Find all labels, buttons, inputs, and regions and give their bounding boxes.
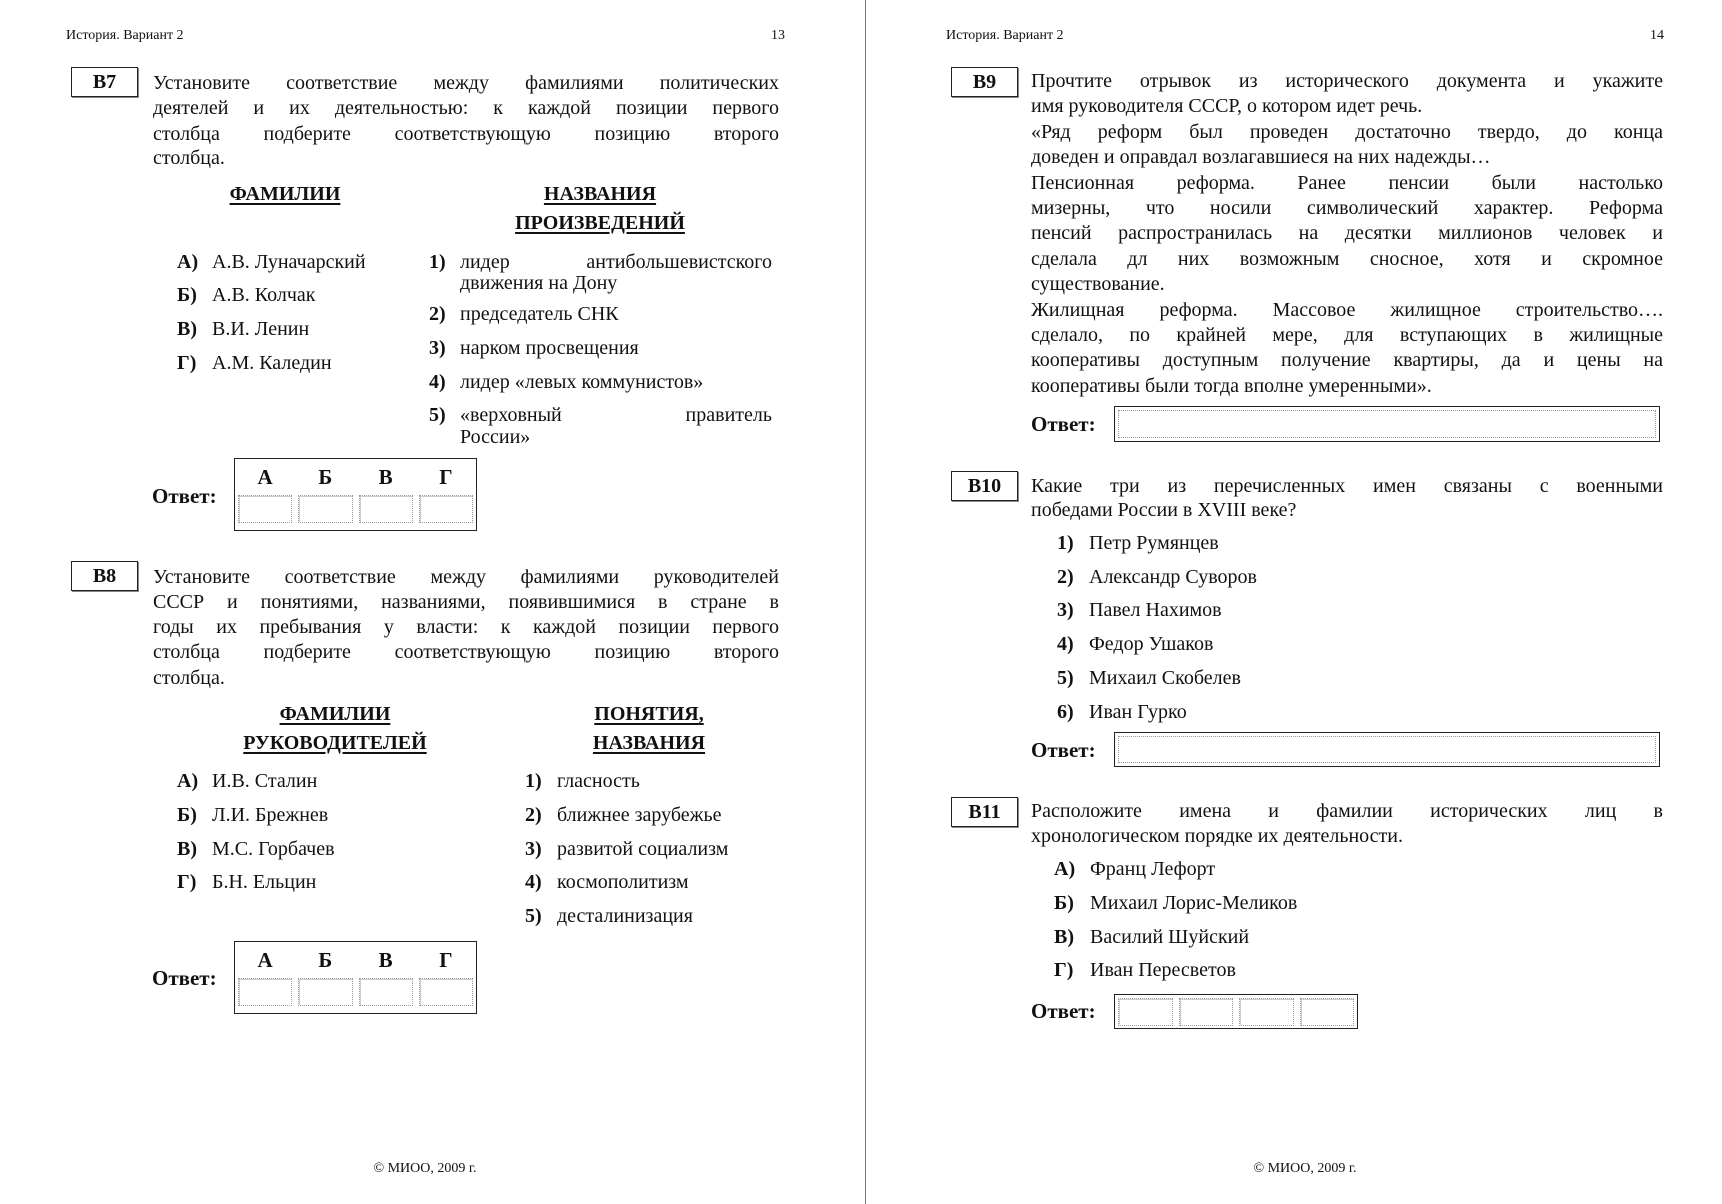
list-key: 5) [429, 404, 446, 426]
question-text-line: Установите соответствие между фамилиями политических [153, 72, 779, 94]
answer-column-header: В [378, 948, 393, 972]
page-footer: © МИОО, 2009 г. [373, 1161, 477, 1176]
answer-input[interactable] [1118, 736, 1656, 763]
answer-cell[interactable] [1300, 998, 1355, 1026]
question-label-b9: B9 [951, 67, 1018, 97]
quote-line: кооперативы доступным получение квартиры, да и цены на [1031, 349, 1663, 371]
answer-label: Ответ: [1031, 412, 1096, 436]
quote-line: существование. [1031, 273, 1165, 295]
answer-cell[interactable] [359, 978, 413, 1006]
list-key: В) [177, 838, 197, 860]
list-item: нарком просвещения [460, 337, 639, 359]
answer-cell[interactable] [419, 978, 473, 1006]
list-key: 4) [525, 871, 542, 893]
page-number: 14 [1650, 28, 1664, 43]
list-key: Г) [1054, 959, 1074, 981]
list-item: А.М. Каледин [212, 352, 332, 374]
list-item: ближнее зарубежье [557, 804, 722, 826]
page-footer: © МИОО, 2009 г. [1253, 1161, 1357, 1176]
list-key: 1) [429, 251, 446, 273]
quote-line: мизерны, что носили символический характер. Реформа [1031, 197, 1663, 219]
column-header-concepts: НАЗВАНИЯ [592, 732, 706, 754]
question-text-line: Расположите имена и фамилии исторических лиц в [1031, 800, 1663, 822]
column-header-concepts: ПОНЯТИЯ, [594, 703, 704, 725]
list-item: Франц Лефорт [1090, 858, 1216, 880]
question-text-line: деятелей и их деятельностью: к каждой позиции первого [153, 97, 779, 119]
question-label-b10: B10 [951, 471, 1018, 501]
answer-table-b7 [234, 458, 477, 531]
answer-label: Ответ: [1031, 999, 1096, 1023]
list-item: лидер антибольшевистского [460, 251, 772, 273]
question-text-line: Какие три из перечисленных имен связаны с военными [1031, 475, 1663, 497]
list-key: Б) [1054, 892, 1074, 914]
quote-line: «Ряд реформ был проведен достаточно твердо, до конца [1031, 121, 1663, 143]
question-text-line: столбца подберите соответствующую позицию второго [153, 123, 779, 145]
answer-column-header: А [257, 948, 273, 972]
question-text-line: столбца. [153, 667, 225, 689]
question-text-line: столбца. [153, 147, 225, 169]
list-key: А) [1054, 858, 1076, 880]
list-item: движения на Дону [460, 272, 618, 294]
list-key: В) [1054, 926, 1074, 948]
list-key: А) [177, 251, 199, 273]
answer-field-b9[interactable] [1114, 406, 1660, 442]
list-item: лидер «левых коммунистов» [460, 371, 704, 393]
answer-column-header: Г [439, 465, 453, 489]
list-key: 2) [429, 303, 446, 325]
list-item: «верховный правитель [460, 404, 772, 426]
list-item: Михаил Скобелев [1089, 667, 1241, 689]
list-item: Павел Нахимов [1089, 599, 1222, 621]
list-item: космополитизм [557, 871, 689, 893]
answer-input[interactable] [1118, 410, 1656, 438]
list-key: 2) [1057, 566, 1074, 588]
list-item: Федор Ушаков [1089, 633, 1214, 655]
question-text-line: хронологическом порядке их деятельности. [1031, 825, 1403, 847]
question-label-b11: B11 [951, 797, 1018, 827]
answer-column-header: Б [318, 465, 333, 489]
answer-cell[interactable] [1179, 998, 1234, 1026]
list-key: 6) [1057, 701, 1074, 723]
list-item: Б.Н. Ельцин [212, 871, 317, 893]
answer-field-b10[interactable] [1114, 732, 1660, 767]
answer-cell[interactable] [1118, 998, 1173, 1026]
answer-table-b8 [234, 941, 477, 1014]
list-item: Иван Гурко [1089, 701, 1187, 723]
list-key: Г) [177, 352, 197, 374]
list-key: 3) [1057, 599, 1074, 621]
list-key: 4) [1057, 633, 1074, 655]
list-item: В.И. Ленин [212, 318, 310, 340]
quote-line: сделала дл них возможным сносное, хотя и скромное [1031, 248, 1663, 270]
question-text-line: имя руководителя СССР, о котором идет речь. [1031, 95, 1423, 117]
question-label-b7: B7 [71, 67, 138, 97]
column-header-works: ПРОИЗВЕДЕНИЙ [515, 212, 685, 234]
list-key: 1) [525, 770, 542, 792]
list-item: десталинизация [557, 905, 693, 927]
answer-label: Ответ: [152, 484, 217, 508]
list-key: 3) [525, 838, 542, 860]
question-text-line: столбца подберите соответствующую позицию второго [153, 641, 779, 663]
list-item: Иван Пересветов [1090, 959, 1236, 981]
list-item: председатель СНК [460, 303, 619, 325]
list-key: 5) [525, 905, 542, 927]
answer-label: Ответ: [1031, 738, 1096, 762]
list-item: России» [460, 426, 531, 448]
list-item: М.С. Горбачев [212, 838, 335, 860]
quote-line: кооперативы были тогда вполне умеренными». [1031, 375, 1432, 397]
list-key: 5) [1057, 667, 1074, 689]
list-item: А.В. Колчак [212, 284, 316, 306]
column-header-leaders: РУКОВОДИТЕЛЕЙ [243, 732, 427, 754]
answer-table-b11 [1114, 994, 1358, 1029]
question-label-b8: B8 [71, 561, 138, 591]
list-item: Василий Шуйский [1090, 926, 1250, 948]
answer-column-header: В [378, 465, 393, 489]
list-key: 3) [429, 337, 446, 359]
list-item: И.В. Сталин [212, 770, 318, 792]
answer-cell[interactable] [238, 495, 292, 523]
answer-cell[interactable] [298, 978, 352, 1006]
page-divider [865, 0, 866, 1204]
answer-column-header: Б [318, 948, 333, 972]
quote-line: Жилищная реформа. Массовое жилищное строительство…. [1031, 299, 1663, 321]
list-item: Петр Румянцев [1089, 532, 1219, 554]
list-item: развитой социализм [557, 838, 729, 860]
list-item: Александр Суворов [1089, 566, 1257, 588]
list-item: Михаил Лорис-Меликов [1090, 892, 1298, 914]
page-header-title: История. Вариант 2 [946, 28, 1064, 43]
column-header-leaders: ФАМИЛИИ [279, 703, 391, 725]
list-key: А) [177, 770, 199, 792]
page-header-title: История. Вариант 2 [66, 28, 184, 43]
list-key: В) [177, 318, 197, 340]
list-key: Б) [177, 284, 197, 306]
answer-label: Ответ: [152, 966, 217, 990]
quote-line: пенсий распространилась на десятки миллионов человек и [1031, 222, 1663, 244]
list-item: А.В. Луначарский [212, 251, 366, 273]
list-item: гласность [557, 770, 640, 792]
quote-line: сделало, по крайней мере, для вступающих в жилищные [1031, 324, 1663, 346]
list-key: Б) [177, 804, 197, 826]
answer-cell[interactable] [359, 495, 413, 523]
quote-line: Пенсионная реформа. Ранее пенсии были настолько [1031, 172, 1663, 194]
list-key: 4) [429, 371, 446, 393]
question-text-line: годы их пребывания у власти: к каждой позиции первого [153, 616, 779, 638]
list-key: 1) [1057, 532, 1074, 554]
answer-column-header: А [257, 465, 273, 489]
answer-column-header: Г [439, 948, 453, 972]
answer-cell[interactable] [238, 978, 292, 1006]
column-header-works: НАЗВАНИЯ [543, 183, 657, 205]
list-key: Г) [177, 871, 197, 893]
answer-cell[interactable] [419, 495, 473, 523]
quote-line: доведен и оправдал возлагавшиеся на них надежды… [1031, 146, 1491, 168]
list-key: 2) [525, 804, 542, 826]
answer-cell[interactable] [298, 495, 352, 523]
question-text-line: СССР и понятиями, названиями, появившимися в стране в [153, 591, 779, 613]
question-text-line: победами России в XVIII веке? [1031, 499, 1297, 521]
answer-cell[interactable] [1239, 998, 1294, 1026]
question-text-line: Установите соответствие между фамилиями руководителей [153, 566, 779, 588]
question-text-line: Прочтите отрывок из исторического документа и укажите [1031, 70, 1663, 92]
page-number: 13 [771, 28, 785, 43]
list-item: Л.И. Брежнев [212, 804, 329, 826]
column-header-surnames: ФАМИЛИИ [229, 183, 341, 205]
